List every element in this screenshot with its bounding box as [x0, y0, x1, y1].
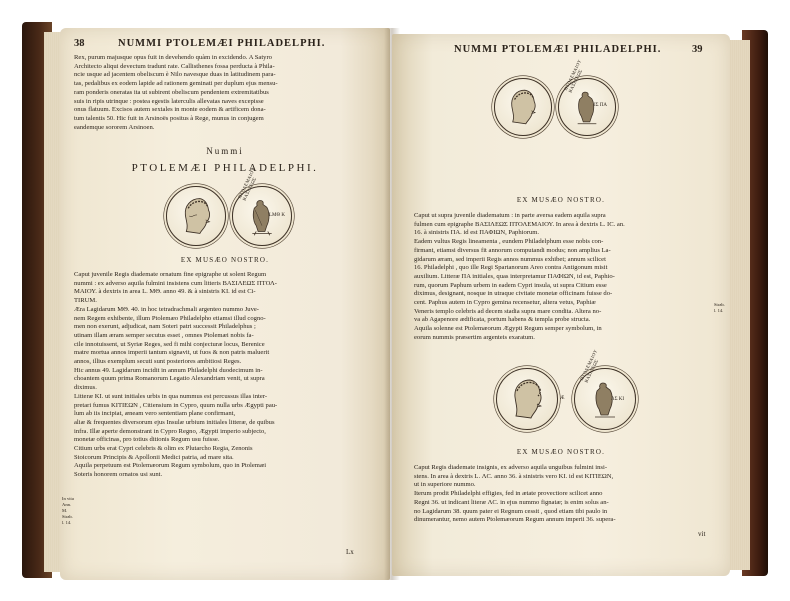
- right-page: [392, 34, 730, 576]
- portrait-head-icon: [497, 369, 557, 429]
- text-line: stens. In area à dextris L. ΛC. anno 36. à sinistris vero KI. id est KITIEΩN,: [414, 472, 614, 480]
- text-line: utinam illam æram semper secutus esset , omnes Ptolemæi nobis fa-: [74, 331, 254, 339]
- coin-caption: EX MUSÆO NOSTRO.: [180, 256, 270, 264]
- coin-obverse-portrait: [166, 186, 226, 246]
- coin-legend: ΠΤΟΛΕΜΑΙΟΥ ΒΑΣΙΛΕΩΣ: [237, 166, 258, 202]
- coin-area-letters: IΣ ΠΑ: [594, 103, 608, 108]
- text-line: pretari fumus KITIEΩN , Citiensium in Cypro, quum nulla urbs Ægypti pau-: [74, 401, 278, 409]
- commentary-text: [74, 271, 374, 480]
- coin-reverse-eagle: [558, 58, 616, 136]
- text-line: Litteræ KI. ut sunt initiales urbis in qua nummus est percussus illas inter-: [74, 392, 268, 400]
- text-line: ΜΑΙΟΥ. à dextris in area L. MΘ. anno 49. & à sinistris KI. id est Ci-: [74, 288, 256, 296]
- text-line: Caput juvenile Regis diademate ornatum fine epigraphe ut solent Regum: [74, 271, 267, 278]
- text-line: nummi : ex adverso aquila fulmini insistens cum litteris ΒΑΣΙΛΕΩΣ ΠΤΟΛ-: [74, 279, 278, 287]
- text-line: Architecto aliqui devectum tradunt rate. Callisthenes fossa perducta à Phila-: [74, 62, 275, 70]
- text-line: dinumerantur, nemo autem Ptolemæorum Regum annum imperii 36. supera-: [414, 516, 616, 524]
- coin-caption: EX MUSÆO NOSTRO.: [516, 448, 606, 456]
- text-line: va ab Agapenore ædificata, portum habens & templa probe structa.: [414, 316, 591, 324]
- text-line: Veneris templo celebris ad decem stadia supra mare condita. Altera no-: [414, 307, 602, 315]
- text-line: diximus, designant, nosque in utraque civitate monetæ officinam fuisse do-: [414, 290, 613, 298]
- running-head: NUMMI PTOLEMÆI PHILADELPHI.: [118, 38, 326, 49]
- intro-paragraph: [74, 54, 374, 132]
- text-line: annos, illius exemplum secuti sunt posteriores ambitiosi Reges.: [74, 358, 242, 366]
- text-line: Soteris honorem ornatos usi sunt.: [74, 471, 163, 479]
- catchword: vit: [698, 530, 706, 538]
- text-line: TIRUM.: [74, 297, 97, 305]
- text-line: Caput ut supra juvenile diadematum : in parte aversa eadem aquila supra: [414, 212, 606, 219]
- text-line: fulmen cum epigraphe ΒΑΣΙΛΕΩΣ ΠΤΟΛΕΜΑΙΟΥ. In area à dextris L. IC. an.: [414, 220, 625, 228]
- text-line: eandemque sororem Arsinoen.: [74, 123, 155, 131]
- coin-reverse-eagle: [574, 348, 636, 430]
- text-line: ncie usque ad jacentem obeliscum è Nilo navesque duas in latitudinem para-: [74, 71, 276, 79]
- coin-metal-mark: Æ: [560, 396, 565, 401]
- text-line: cile innotuissent, ut Syriæ Reges, sed fi mihi conjecturæ locus, Berenice: [74, 340, 265, 348]
- text-line: choantem quum prima Romanorum Legatio Alexandriam venit, ut supra: [74, 375, 265, 383]
- margin-note: Strab. l. 14.: [714, 302, 725, 313]
- text-line: rum, quorum Paphum urbem in eadem Cypri insula, ut supra Citium esse: [414, 281, 607, 289]
- text-line: nem Regem exhibente, illum Ptolemæo Philadelpho etiamsi illud cogno-: [74, 314, 266, 322]
- text-line: Aquila solenne est Ptolemæorum Ægypti Regum semper symbolum, in: [414, 325, 602, 333]
- coin-reverse-eagle: [232, 166, 292, 246]
- text-line: tum talentis 50. Hic fuit in Arsinoës positus à Rege, munus in conjugem: [74, 114, 264, 122]
- page-number: 39: [692, 44, 703, 55]
- text-line: Aquila perpetuum est Ptolemæorum Regum symbolum, quo in Ptolemæi: [74, 462, 267, 470]
- coin-legend: ΠΤΟΛΕΜΑΙΟΥ ΒΑΣΙΛΕΩΣ: [579, 348, 600, 384]
- text-line: Hic annus 49. Lagidarum incidit in annum Philadelphi duodecimum in-: [74, 366, 263, 374]
- text-line: onus flatuum. Excisos autem sextales in monte eodem & artificem dona-: [74, 106, 266, 114]
- text-line: suis in ripis utrinque : postea egestis laterculis allevatas naves excepisse: [74, 97, 264, 105]
- text-line: 16. Philadelphi , quo ille Regi Spartanorum Areo contra Antigonum misit: [414, 264, 608, 272]
- coin-obverse-portrait: [496, 368, 558, 430]
- text-line: ut in superiore nummo.: [414, 481, 476, 489]
- commentary-text: [414, 464, 710, 525]
- text-line: lum ab iis incipiat, æneam vero sententiam plane confirmant,: [74, 410, 236, 418]
- left-page: [60, 28, 390, 580]
- text-line: ram ponderis oneratas ita ut subirent obeliscum pendentem extremitatibus: [74, 88, 269, 96]
- text-line: firmant, etiamsi diversus fit annorum computandi modus; non amplius La-: [414, 246, 611, 254]
- commentary-text: [414, 212, 710, 343]
- text-line: monetæ officinas, pro totius ditionis Regum usu fuisse.: [74, 436, 220, 444]
- open-book: [22, 18, 768, 584]
- signature-mark: Lx: [346, 548, 354, 556]
- text-line: auxilium. Litteræ ΠΑ initiales, quas interpretamur ΠΑΦΙΩΝ, id est, Paphio-: [414, 272, 615, 280]
- coin-caption: EX MUSÆO NOSTRO.: [516, 196, 606, 204]
- page-number: 38: [74, 38, 85, 49]
- text-line: 16. à sinistris ΠΑ. id est ΠΑΦΙΩΝ, Paphiorum.: [414, 229, 540, 237]
- text-line: gidarum æram, sed imperii Regis annos nummus exhibet; annum scilicet: [414, 255, 606, 263]
- text-line: no Lagidarum 38. quum pater ei Regnum cessit , quod etiam tibi paulo in: [414, 507, 608, 515]
- section-subtitle: PTOLEMÆI PHILADELPHI.: [131, 162, 319, 174]
- text-line: cent. Paphus autem in Cypro gemina recensetur, altera vetus, Paphiæ: [414, 299, 596, 307]
- text-line: Citium urbs erat Cypri celebris & olim ex Plutarcho Regia, Zenonis: [74, 445, 253, 453]
- text-line: men non exerunt, adjudicat, nam Soteri patri successit Philadelphus ;: [74, 323, 256, 331]
- section-title: Nummi: [206, 146, 244, 156]
- text-line: Æra Lagidarum MΘ. 40. in hoc tetradrachmali argenteo nummo Juve-: [74, 305, 259, 313]
- text-line: Stoicorum Principis & Apollonii Medici patria, ad mare sita.: [74, 453, 234, 461]
- running-head: NUMMI PTOLEMÆI PHILADELPHI.: [454, 44, 662, 55]
- text-line: aliæ & frequentes diversorum ejus Insulæ urbium initiales litteræ, de quibus: [74, 418, 275, 426]
- text-line: Eadem vultus Regis lineamenta , eundem Philadelphum esse nobis con-: [414, 238, 604, 246]
- portrait-head-icon: [495, 79, 551, 135]
- text-line: matre mortua annos imperii tantum signavit, ut fuos & non patris maluerit: [74, 349, 270, 357]
- text-line: Regni 36. ut indicant literæ ΛC. in ejus nummo fignatæ; is enim solus an-: [414, 498, 609, 506]
- text-line: tas, pedalibus ex eodem lapide ad rationem geminati per duplum ejus mensu-: [74, 80, 278, 88]
- text-line: Rex, purum majusque opus fuit in devehendo quàm in excidendo. A Satyro: [74, 54, 272, 61]
- coin-legend: ΠΤΟΛΕΜΑΙΟΥ ΒΑΣΙΛΕΩΣ: [563, 58, 584, 94]
- coin-obverse-portrait: [494, 78, 552, 136]
- page-edges-right: [728, 40, 750, 570]
- portrait-head-icon: [167, 187, 225, 245]
- text-line: infra. Illæ aperte demonstrant in Cypro Regno, Ægypti imperio subjecto,: [74, 427, 266, 435]
- text-line: Caput Regis diademate insignis, ex adverso aquila unguibus fulmini insi-: [414, 464, 608, 471]
- coin-area-letters: LMΘ K: [269, 213, 285, 218]
- text-line: Iterum prodit Philadelphi effigies, fed in ætate provectiore scilicet anno: [414, 490, 603, 498]
- text-line: eorum nummis præsertim argenteis exaratum.: [414, 333, 535, 341]
- text-line: diximus.: [74, 384, 97, 392]
- margin-note: In vita Ann. M. Strab. l. 14.: [62, 496, 74, 525]
- coin-area-letters: ΛΣ ΚΙ: [611, 397, 625, 402]
